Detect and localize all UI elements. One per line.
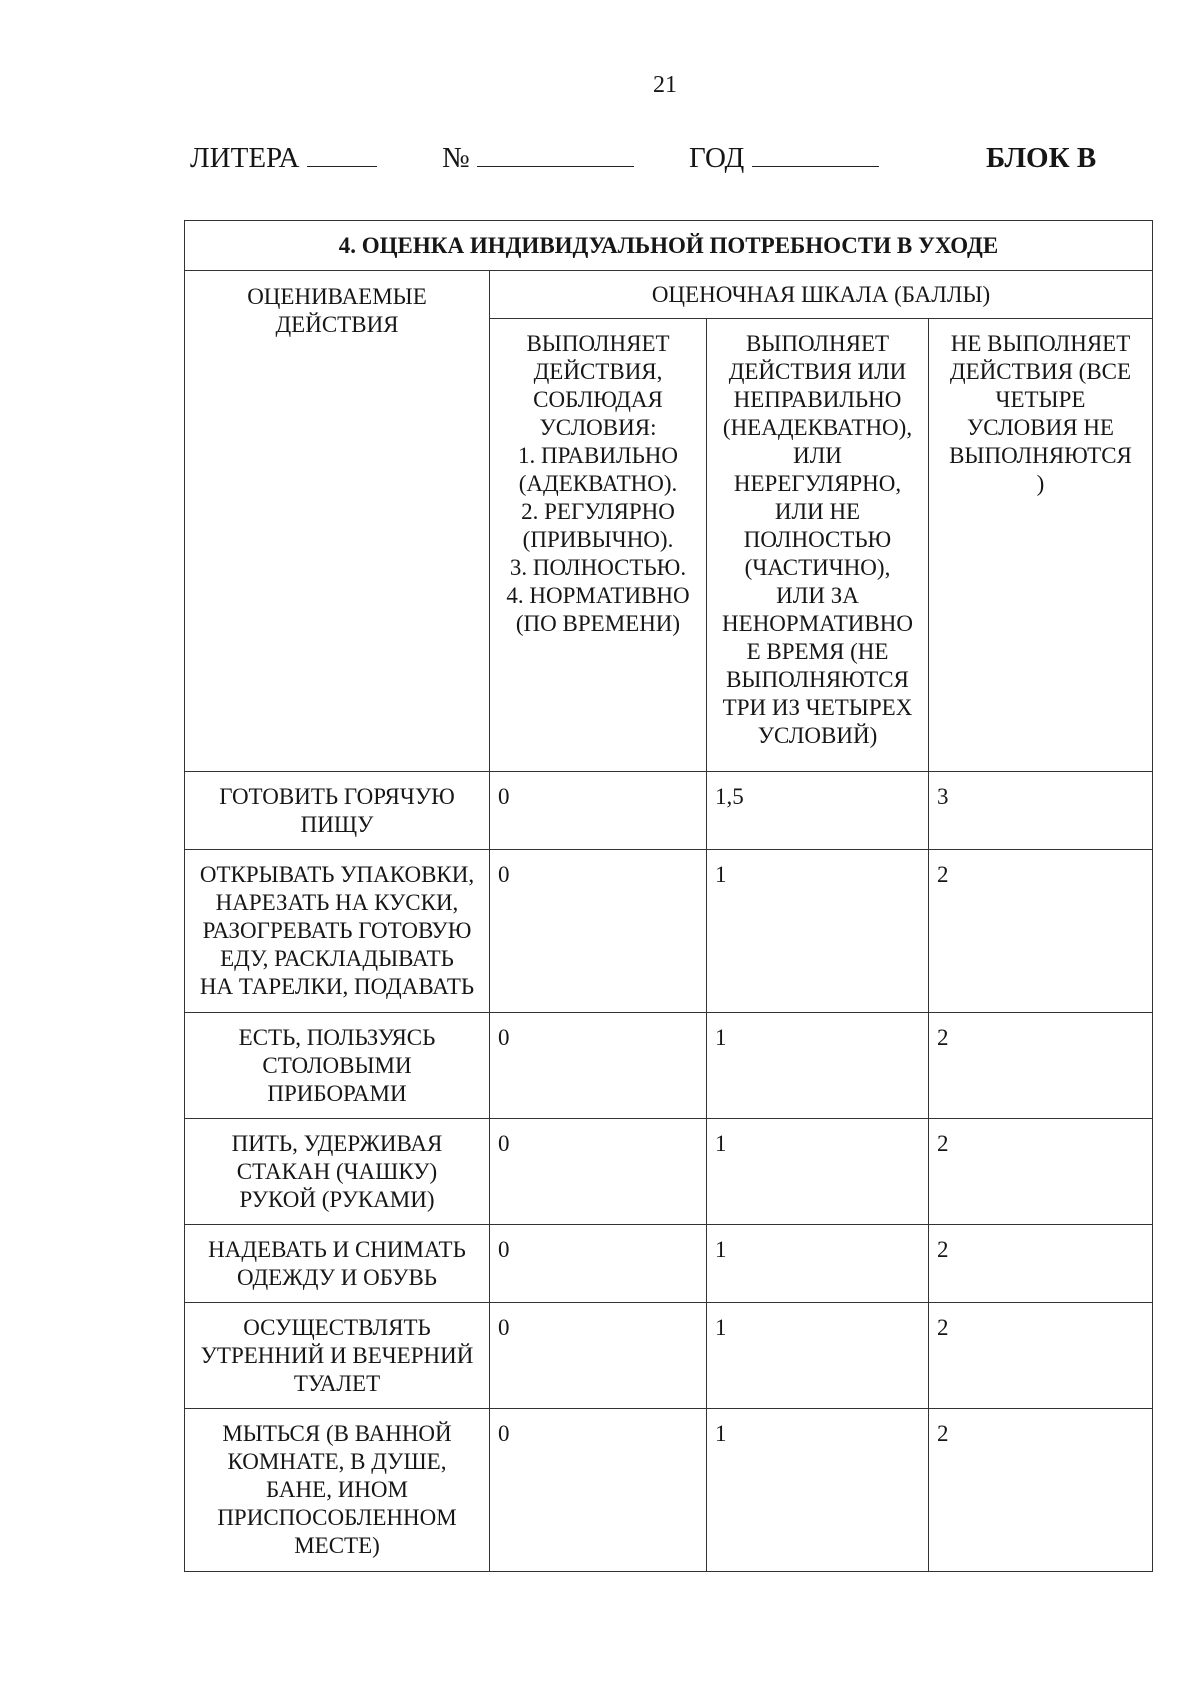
- score-cell: 2: [929, 1013, 1153, 1119]
- number-label: №: [442, 142, 470, 174]
- table-row: [185, 1409, 1153, 1572]
- score-cell: 0: [490, 1119, 707, 1225]
- year-label: ГОД: [689, 142, 745, 174]
- action-cell: НАДЕВАТЬ И СНИМАТЬ ОДЕЖДУ И ОБУВЬ: [185, 1225, 490, 1303]
- column-header-not-performs: НЕ ВЫПОЛНЯЕТ ДЕЙСТВИЯ (ВСЕ ЧЕТЫРЕ УСЛОВИЯ НЕ ВЫПОЛНЯЮТСЯ ): [929, 319, 1153, 772]
- score-cell: 2: [929, 850, 1153, 1013]
- score-cell: 2: [929, 1409, 1153, 1572]
- score-cell: 0: [490, 772, 707, 850]
- score-cell: 0: [490, 1225, 707, 1303]
- litera-label: ЛИТЕРА: [190, 142, 300, 174]
- table-row: [185, 850, 1153, 1013]
- number-field: [442, 142, 634, 175]
- score-cell: 3: [929, 772, 1153, 850]
- score-cell: 1: [707, 850, 929, 1013]
- litera-blank: [307, 142, 377, 167]
- score-cell: 0: [490, 850, 707, 1013]
- block-label: БЛОК В: [986, 142, 1097, 174]
- score-cell: 0: [490, 1013, 707, 1119]
- care-needs-table: [184, 220, 1153, 1572]
- score-cell: 1: [707, 1409, 929, 1572]
- score-cell: 1: [707, 1119, 929, 1225]
- header-row-scale: [185, 271, 1153, 319]
- score-cell: 1: [707, 1225, 929, 1303]
- form-header: [190, 142, 1097, 182]
- score-cell: 0: [490, 1303, 707, 1409]
- action-cell: ОСУЩЕСТВЛЯТЬ УТРЕННИЙ И ВЕЧЕРНИЙ ТУАЛЕТ: [185, 1303, 490, 1409]
- score-cell: 2: [929, 1119, 1153, 1225]
- page-number: 21: [653, 72, 677, 98]
- action-cell: ПИТЬ, УДЕРЖИВАЯ СТАКАН (ЧАШКУ) РУКОЙ (РУКАМИ): [185, 1119, 490, 1225]
- table-row: [185, 1119, 1153, 1225]
- year-field: [689, 142, 879, 175]
- number-blank: [477, 142, 634, 167]
- score-cell: 1: [707, 1303, 929, 1409]
- scale-header: ОЦЕНОЧНАЯ ШКАЛА (БАЛЛЫ): [490, 271, 1153, 319]
- column-header-partially: ВЫПОЛНЯЕТ ДЕЙСТВИЯ ИЛИ НЕПРАВИЛЬНО (НЕАДЕКВАТНО), ИЛИ НЕРЕГУЛЯРНО, ИЛИ НЕ ПОЛНОСТЬЮ (ЧАСТИЧНО), ИЛИ ЗА НЕНОРМАТИВНО Е ВРЕМЯ (НЕ ВЫПОЛНЯЮТСЯ ТРИ ИЗ ЧЕТЫРЕХ УСЛОВИЙ): [707, 319, 929, 772]
- table-row: [185, 772, 1153, 850]
- table-row: [185, 1013, 1153, 1119]
- table-row: [185, 1303, 1153, 1409]
- action-cell: ГОТОВИТЬ ГОРЯЧУЮ ПИЩУ: [185, 772, 490, 850]
- action-cell: ЕСТЬ, ПОЛЬЗУЯСЬ СТОЛОВЫМИ ПРИБОРАМИ: [185, 1013, 490, 1119]
- score-cell: 0: [490, 1409, 707, 1572]
- table-row: [185, 1225, 1153, 1303]
- action-cell: ОТКРЫВАТЬ УПАКОВКИ, НАРЕЗАТЬ НА КУСКИ, РАЗОГРЕВАТЬ ГОТОВУЮ ЕДУ, РАСКЛАДЫВАТЬ НА ТАРЕЛКИ, ПОДАВАТЬ: [185, 850, 490, 1013]
- year-blank: [752, 142, 879, 167]
- score-cell: 2: [929, 1225, 1153, 1303]
- actions-column-header: ОЦЕНИВАЕМЫЕ ДЕЙСТВИЯ: [185, 271, 490, 772]
- score-cell: 1: [707, 1013, 929, 1119]
- litera-field: [190, 142, 377, 175]
- action-cell: МЫТЬСЯ (В ВАННОЙ КОМНАТЕ, В ДУШЕ, БАНЕ, ИНОМ ПРИСПОСОБЛЕННОМ МЕСТЕ): [185, 1409, 490, 1572]
- table-title: 4. ОЦЕНКА ИНДИВИДУАЛЬНОЙ ПОТРЕБНОСТИ В УХОДЕ: [185, 221, 1153, 271]
- score-cell: 1,5: [707, 772, 929, 850]
- score-cell: 2: [929, 1303, 1153, 1409]
- column-header-performs: ВЫПОЛНЯЕТ ДЕЙСТВИЯ, СОБЛЮДАЯ УСЛОВИЯ: 1. ПРАВИЛЬНО (АДЕКВАТНО). 2. РЕГУЛЯРНО (ПРИВЫЧНО). 3. ПОЛНОСТЬЮ. 4. НОРМАТИВНО (ПО ВРЕМЕНИ): [490, 319, 707, 772]
- table-title-row: [185, 221, 1153, 271]
